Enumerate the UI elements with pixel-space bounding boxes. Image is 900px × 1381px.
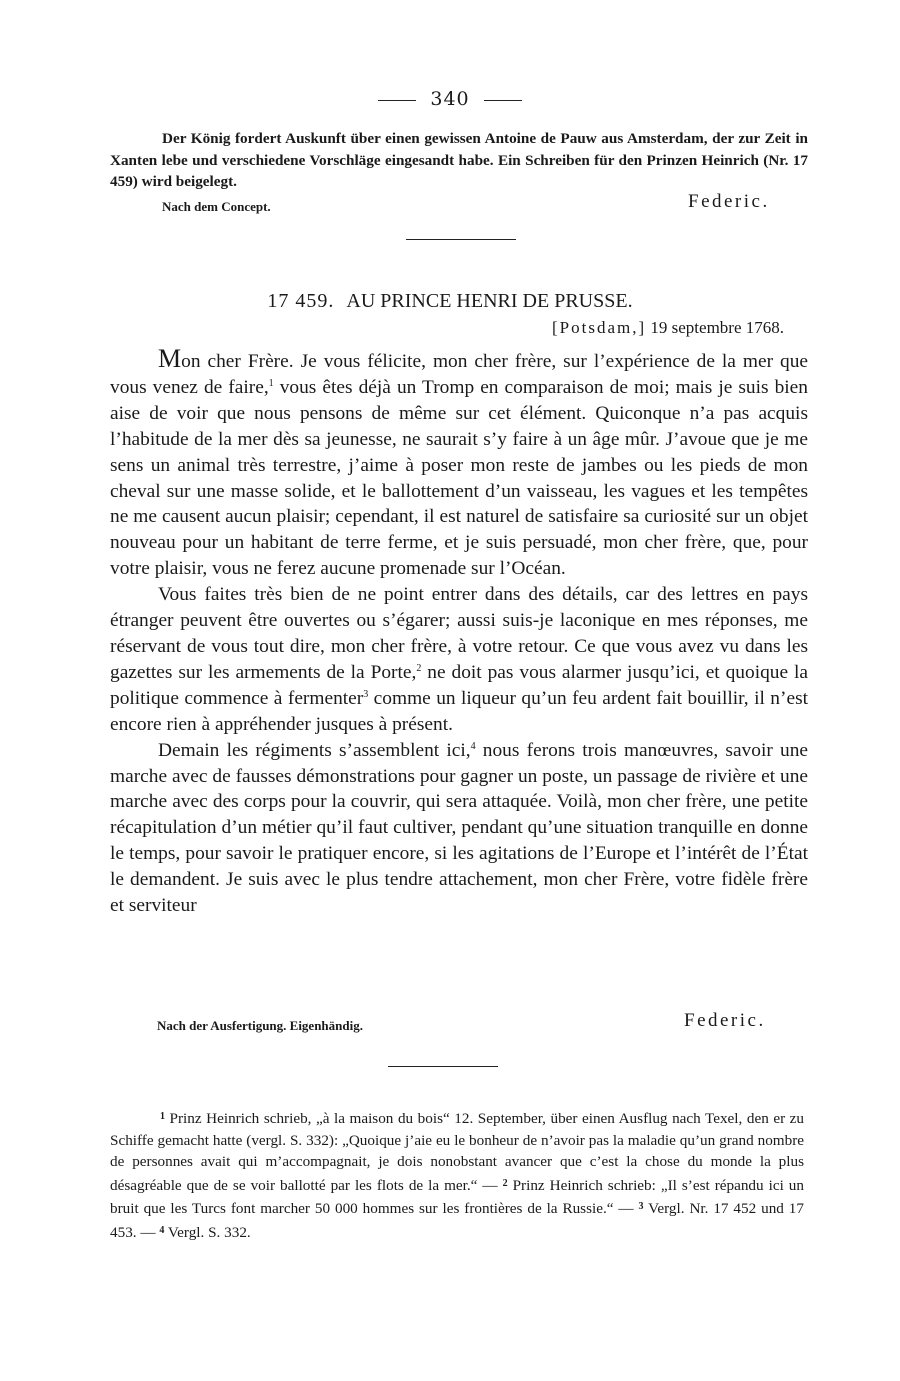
page-number [0, 88, 900, 110]
footnote-ref-4[interactable]: 4 [470, 740, 476, 752]
summary-source-note: Nach dem Concept. [162, 199, 271, 214]
letter-place-date [552, 318, 784, 338]
letter-text: Vous faites très bien de ne point entrer dans des détails, car des lettres en pays étranger peuvent être ouvertes ou s’égarer; aussi suis-je laconique en mes réponses, me réservant de vous tout dire, mon cher frère, à votre retour. Ce que vous avez vu dans les gazettes sur les armements de la Porte, [110, 584, 808, 683]
letter-body [110, 346, 808, 919]
letter-paragraph-1 [110, 346, 808, 582]
letter-date: 19 septembre 1768. [650, 318, 784, 337]
letter-paragraph-3 [110, 738, 808, 919]
letter-place: [Potsdam,] [552, 318, 647, 337]
summary-signature: Federic. [688, 191, 770, 212]
salutation-initial: M [158, 344, 182, 373]
letter-text: nous ferons trois manœuvres, savoir une marche avec de fausses démonstrations pour gagner un poste, un passage de rivière et une marche avec des corps pour la couvrir, qui sera attaquée. Voilà, mon cher frère, une petite récapitulation d’un métier qu’il faut cultiver, pendant qu’une situation tranquille en donne le temps, pour savoir le pratiquer encore, si les agitations de l’Europe et l’intérêt de l’État le demandent. Je suis avec le plus tendre attachement, mon cher Frère, votre fidèle frère et serviteur [110, 739, 808, 917]
page-number-dash-right [484, 100, 522, 101]
footnote-ref-2[interactable]: 2 [416, 662, 422, 674]
footnote-divider [388, 1066, 498, 1067]
section-divider [406, 239, 516, 240]
letter-text: comme un liqueur qu’un feu ardent fait bouillir, il n’est encore rien à appréhender jusques à présent. [110, 687, 808, 735]
letter-text: Demain les régiments s’assemblent ici, [158, 739, 471, 761]
footnote-marker-4: 4 [159, 1224, 165, 1236]
letter-heading [0, 290, 900, 313]
letter-paragraph-2 [110, 582, 808, 737]
letter-title: AU PRINCE HENRI DE PRUSSE. [346, 290, 633, 312]
footnote-ref-1[interactable]: 1 [268, 377, 274, 389]
footnote-marker-2: 2 [502, 1177, 508, 1189]
letter-number: 17 459. [267, 290, 335, 312]
letter-signature: Federic. [684, 1010, 766, 1031]
footnote-text-3: Vergl. Nr. 17 452 und 17 453. — [110, 1200, 804, 1241]
letter-text: vous êtes déjà un Tromp en comparaison de moi; mais je suis bien aise de voir que nous pensons de même sur cet élément. Quiconque n’a pas acquis l’habitude de la mer dès sa jeunesse, ne saurait s’y faire à un âge mûr. J’avoue que je me sens un animal très terrestre, j’aime à poser mon reste de jambes ou les pieds de mon cheval sur une masse solide, et le ballottement d’un vaisseau, les vagues et les tempêtes ne me causent aucun plaisir; cependant, il est naturel de satisfaire sa curiosité sur un objet nouveau pour un habitant de terre ferme, et je suis persuadé, mon cher frère, que, pour votre plaisir, vous ne ferez aucune promenade sur l’Océan. [110, 376, 808, 580]
footnote-text-2: Prinz Heinrich schrieb: „Il s’est répandu ici un bruit que les Turcs font marcher 50 000 hommes sur les frontières de la Russie.“ — [110, 1176, 804, 1218]
letter-source-note: Nach der Ausfertigung. Eigenhändig. [157, 1018, 363, 1033]
footnote-text-1: Prinz Heinrich schrieb, „à la maison du bois“ 12. September, über einen Ausflug nach Texel, den er zu Schiffe gemacht hatte (vergl. S. 332): „Quoique j’aie eu le bonheur de n’avoir pas la maladie qu’un grand nombre de personnes avait qui m’accompagnait, je dois nonobstant avancer que c’est la chose du monde la plus désagréable que de se voir ballotté par les flots de la mer.“ — [110, 1110, 804, 1194]
letter-text: on cher Frère. Je vous félicite, mon cher frère, sur l’expérience de la mer que vous venez de faire, [110, 351, 808, 398]
footnote-marker-3: 3 [638, 1201, 644, 1213]
footnote-ref-3[interactable]: 3 [363, 688, 369, 700]
letter-text: ne doit pas vous alarmer jusqu’ici, et quoique la politique commence à fermenter [110, 661, 808, 709]
footnote-marker-1: 1 [160, 1111, 165, 1122]
footnotes [110, 1106, 804, 1244]
page-number-dash-left [378, 100, 416, 101]
footnote-text-4: Vergl. S. 332. [164, 1223, 251, 1241]
page-number-text: 340 [430, 88, 470, 110]
summary-paragraph: Der König fordert Auskunft über einen gewissen Antoine de Pauw aus Amsterdam, der zur Zeit in Xanten lebe und verschiedene Vorschläge eingesandt habe. Ein Schreiben für den Prinzen Heinrich (Nr. 17 459) wird beigelegt. [110, 130, 808, 190]
